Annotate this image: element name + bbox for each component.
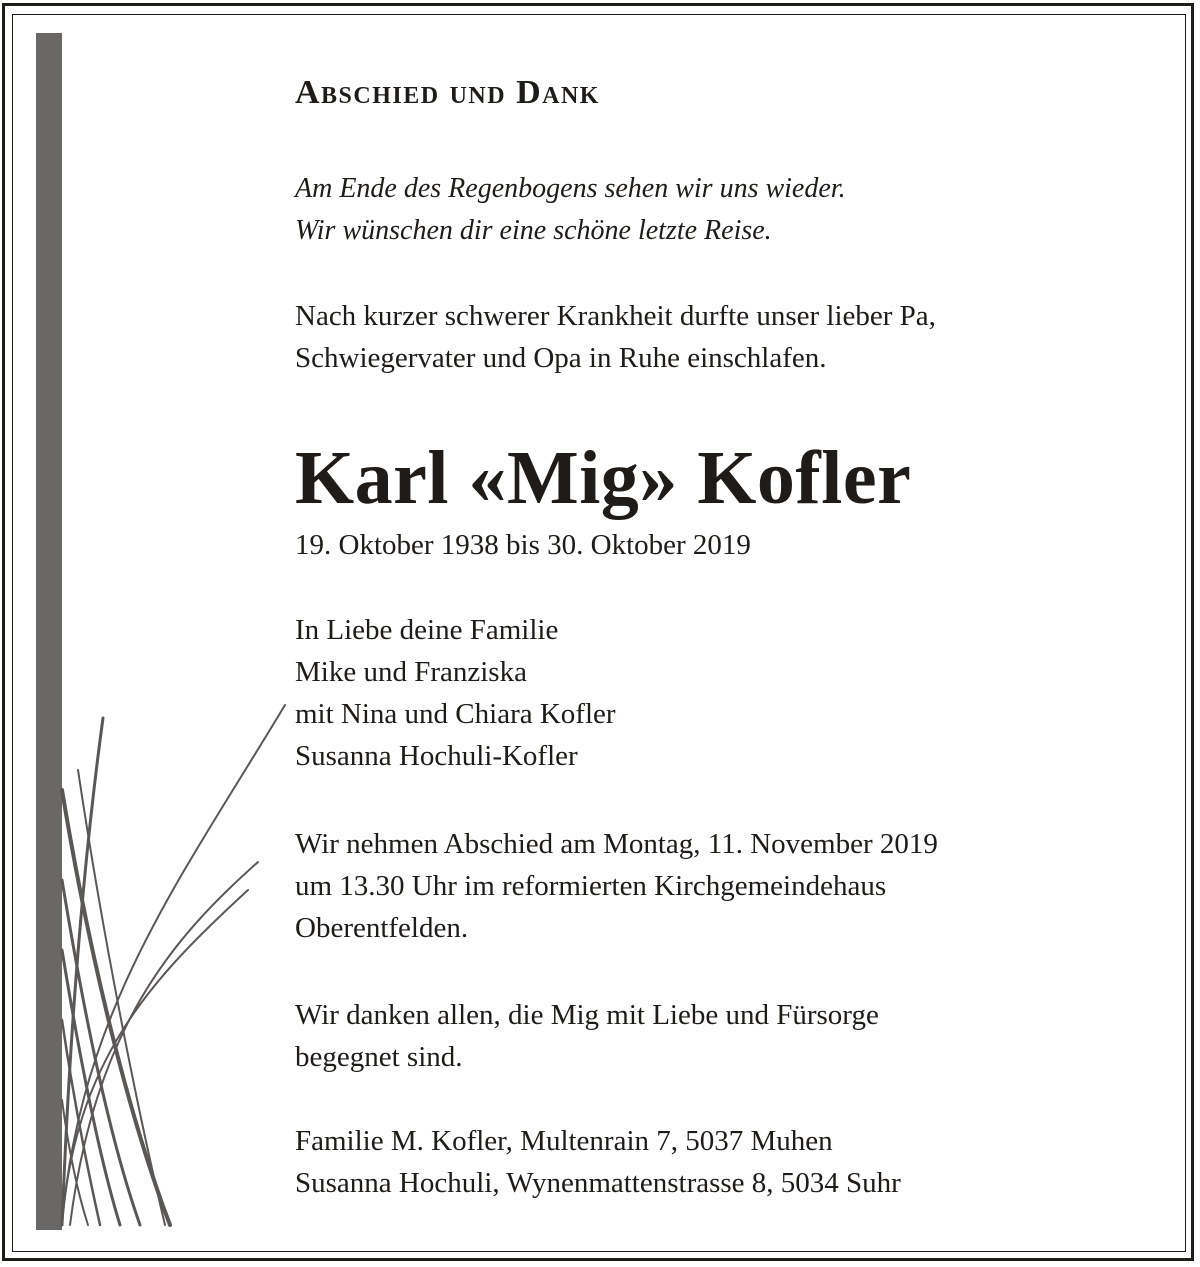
address-line: Familie M. Kofler, Multenrain 7, 5037 Muhen bbox=[295, 1125, 833, 1157]
thanks-line: begegnet sind. bbox=[295, 1041, 463, 1073]
address-line: Susanna Hochuli, Wynenmattenstrasse 8, 5034 Suhr bbox=[295, 1167, 901, 1199]
family-line: In Liebe deine Familie bbox=[295, 614, 559, 646]
family-line: mit Nina und Chiara Kofler bbox=[295, 698, 616, 730]
announcement-line: Nach kurzer schwerer Krankheit durfte unser lieber Pa, bbox=[295, 300, 936, 332]
motto-line: Am Ende des Regenbogens sehen wir uns wieder. bbox=[295, 173, 846, 204]
announcement-line: Schwiegervater und Opa in Ruhe einschlafen. bbox=[295, 342, 827, 374]
announcement bbox=[295, 295, 936, 379]
service-info bbox=[295, 823, 938, 949]
thanks bbox=[295, 994, 879, 1078]
family-line: Susanna Hochuli-Kofler bbox=[295, 740, 578, 772]
motto-line: Wir wünschen dir eine schöne letzte Reise. bbox=[295, 215, 772, 246]
addresses bbox=[295, 1120, 901, 1204]
service-line: Wir nehmen Abschied am Montag, 11. November 2019 bbox=[295, 828, 938, 860]
service-line: um 13.30 Uhr im reformierten Kirchgemeindehaus bbox=[295, 870, 887, 902]
motto bbox=[295, 168, 846, 252]
service-line: Oberentfelden. bbox=[295, 912, 469, 944]
family-line: Mike und Franziska bbox=[295, 656, 527, 688]
life-dates: 19. Oktober 1938 bis 30. Oktober 2019 bbox=[295, 529, 751, 561]
deceased-name: Karl «Mig» Kofler bbox=[295, 436, 912, 520]
family-list bbox=[295, 609, 616, 777]
notice-heading: Abschied und Dank bbox=[295, 74, 600, 111]
thanks-line: Wir danken allen, die Mig mit Liebe und Fürsorge bbox=[295, 999, 879, 1031]
